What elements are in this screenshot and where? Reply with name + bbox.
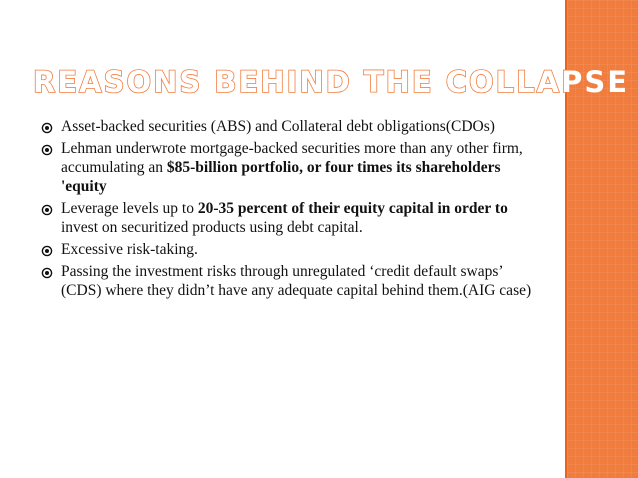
- bullet-text: Excessive risk-taking.: [61, 241, 198, 258]
- bullet-item-risk: [42, 240, 542, 259]
- circled-dot-icon: [41, 245, 53, 257]
- bullet-text: Lehman underwrote mortgage-backed securities more than any other firm, accumulating an: [61, 140, 523, 176]
- slide-title: REASONS BEHIND THE COLLAPSE: [33, 65, 630, 99]
- circled-dot-icon: [41, 204, 53, 216]
- bullet-text: Asset-backed securities (ABS) and Collateral debt obligations(CDOs): [61, 118, 495, 135]
- circled-dot-icon: [41, 267, 53, 279]
- bullet-item-lehman: [42, 139, 542, 196]
- bullet-text: invest on securitized products using debt capital.: [61, 219, 363, 236]
- bullet-text-bold: 20-35 percent of their equity capital in order to: [197, 200, 508, 217]
- bullet-item-cds: [42, 262, 542, 300]
- bullet-item-leverage: [42, 199, 542, 237]
- bullet-list: [42, 117, 542, 303]
- circled-dot-icon: [41, 122, 53, 134]
- bullet-text-bold: $85-billion portfolio, or four times its shareholders 'equity: [61, 159, 501, 195]
- bullet-item-abs: [42, 117, 542, 136]
- bullet-text: Passing the investment risks through unregulated ‘credit default swaps’ (CDS) where they didn’t have any adequate capital behind them.(AIG case): [61, 263, 532, 299]
- bullet-text: Leverage levels up to: [61, 200, 198, 217]
- circled-dot-icon: [41, 144, 53, 156]
